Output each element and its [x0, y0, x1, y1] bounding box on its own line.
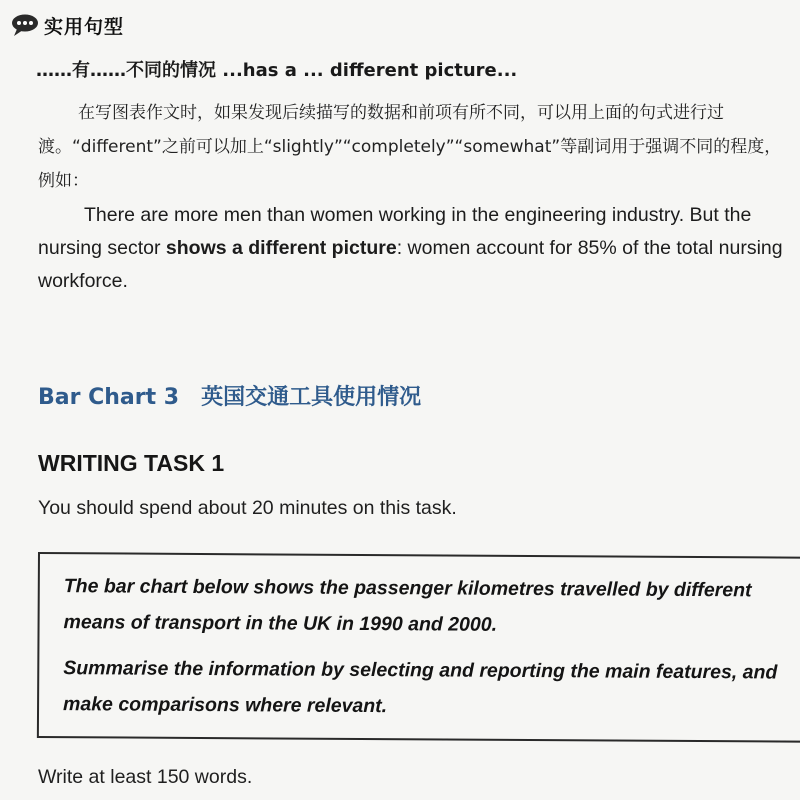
example-text-before: There are more men than women working in the engineering industry. But the nursing sector — [38, 204, 752, 259]
chart-heading-label: Bar Chart 3 — [38, 385, 180, 410]
chart-heading — [38, 380, 421, 411]
phrase-pattern: ……有……不同的情况 ...has a ... different picture... — [36, 60, 518, 81]
tip-title: 实用句型 — [44, 15, 125, 38]
chart-heading-chinese: 英国交通工具使用情况 — [201, 385, 422, 410]
task-prompt-description: The bar chart below shows the passenger kilometres travelled by different means of transport in the UK in 1990 and 2000. — [63, 575, 752, 636]
speech-bubble-icon — [10, 13, 40, 37]
example-text-after: : women account for 85% of the total nursing workforce. — [38, 237, 783, 292]
time-instruction: You should spend about 20 minutes on this task. — [38, 497, 457, 519]
example-paragraph — [38, 199, 800, 298]
chinese-explanation: 在写图表作文时，如果发现后续描写的数据和前项有所不同，可以用上面的句式进行过渡。“different”之前可以加上“slightly”“completely”“somewhat”等副词用于强调不同的程度，例如： — [38, 103, 782, 191]
task-prompt-instruction: Summarise the information by selecting and reporting the main features, and make comparisons where relevant. — [63, 657, 778, 718]
task-prompt-box — [37, 552, 800, 743]
example-highlight: shows a different picture — [165, 237, 397, 259]
tip-heading — [10, 8, 124, 42]
task-title: WRITING TASK 1 — [38, 450, 225, 476]
word-limit: Write at least 150 words. — [38, 766, 253, 788]
